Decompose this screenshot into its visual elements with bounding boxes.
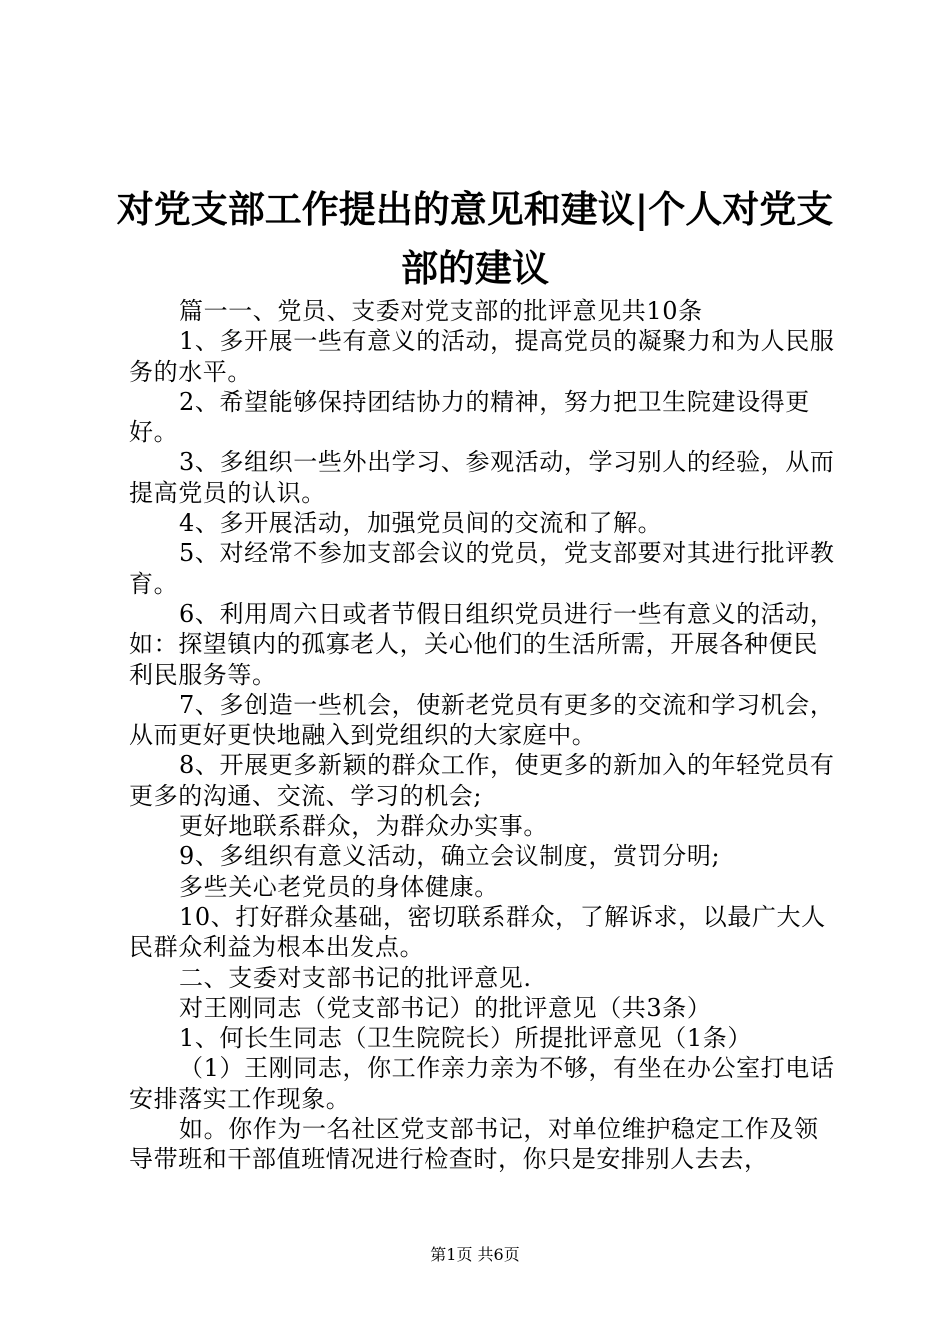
paragraph-5: 4、多开展活动，加强党员间的交流和了解。	[179, 509, 663, 538]
document-body	[129, 296, 835, 1175]
paragraph-11: 9、多组织有意义活动，确立会议制度，赏罚分明;	[179, 842, 721, 871]
paragraph-13: 10、打好群众基础，密切联系群众，了解诉求，以最广大人民群众利益为根本出发点。	[129, 902, 826, 962]
paragraph-18: 如。你作为一名社区党支部书记，对单位维护稳定工作及领导带班和干部值班情况进行检查时，你只是安排别人去去，	[129, 1115, 819, 1174]
paragraph-12: 多些关心老党员的身体健康。	[179, 872, 499, 901]
document-title-line-1: 对党支部工作提出的意见和建议|个人对党支	[116, 187, 834, 231]
paragraph-14: 二、支委对支部书记的批评意见.	[179, 963, 532, 992]
paragraph-16: 1、何长生同志（卫生院院长）所提批评意见（1条）	[179, 1024, 752, 1053]
paragraph-9: 8、开展更多新颖的群众工作，使更多的新加入的年轻党员有更多的沟通、交流、学习的机会;	[129, 751, 835, 810]
document-title-line-2: 部的建议	[401, 246, 549, 290]
paragraph-17: （1）王刚同志，你工作亲力亲为不够，有坐在办公室打电话安排落实工作现象。	[129, 1054, 835, 1113]
paragraph-4: 3、多组织一些外出学习、参观活动，学习别人的经验，从而提高党员的认识。	[129, 448, 835, 507]
page-footer: 第1页 共6页	[430, 1245, 520, 1264]
paragraph-8: 7、多创造一些机会，使新老党员有更多的交流和学习机会，从而更好更快地融入到党组织的大家庭中。	[129, 690, 835, 750]
paragraph-15: 对王刚同志（党支部书记）的批评意见（共3条）	[179, 993, 712, 1022]
paragraph-2: 1、多开展一些有意义的活动，提高党员的凝聚力和为人民服务的水平。	[129, 327, 835, 386]
paragraph-7: 6、利用周六日或者节假日组织党员进行一些有意义的活动，如：探望镇内的孤寡老人，关心他们的生活所需，开展各种便民利民服务等。	[129, 599, 835, 689]
paragraph-3: 2、希望能够保持团结协力的精神，努力把卫生院建设得更好。	[129, 387, 810, 447]
paragraph-6: 5、对经常不参加支部会议的党员，党支部要对其进行批评教育。	[129, 539, 835, 598]
paragraph-1: 篇一一、党员、支委对党支部的批评意见共10条	[179, 297, 703, 325]
paragraph-10: 更好地联系群众，为群众办实事。	[179, 812, 548, 841]
